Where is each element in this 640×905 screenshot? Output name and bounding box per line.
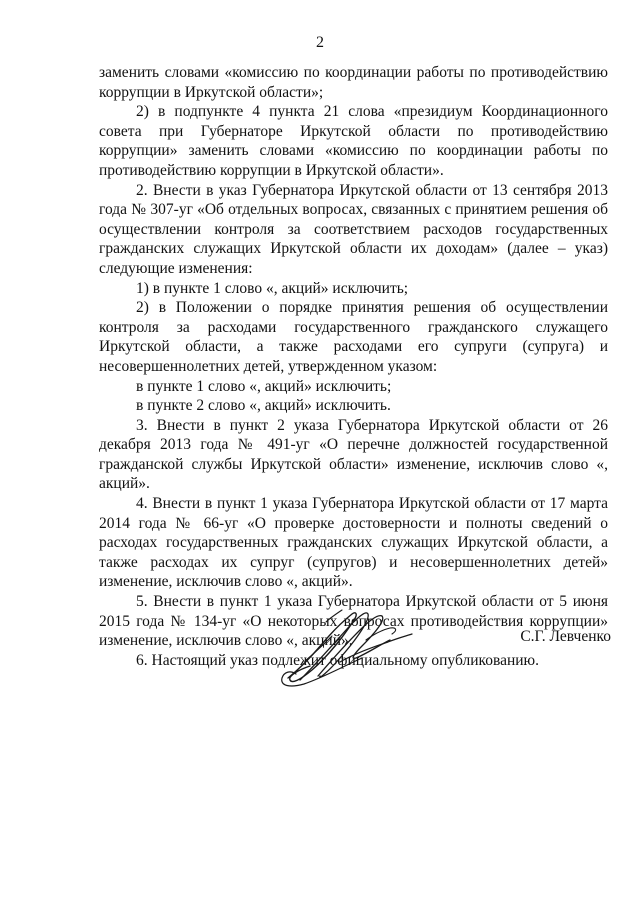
paragraph: 5. Внести в пункт 1 указа Губернатора Иркутской области от 5 июня 2015 года № 134-уг «О некоторых вопросах противодействия коррупции» изменение, исключив слово «, акций». xyxy=(99,593,608,650)
paragraph: 3. Внести в пункт 2 указа Губернатора Иркутской области от 26 декабря 2013 года № 491-уг «О перечне должностей государственной гражданской службы Иркутской области» изменение, исключив слово «, акций». xyxy=(99,416,608,493)
paragraph: в пункте 2 слово «, акций» исключить. xyxy=(136,397,391,415)
handwritten-signature-icon xyxy=(270,600,430,710)
paragraph: 6. Настоящий указ подлежит официальному опубликованию. xyxy=(136,651,540,669)
paragraph: заменить словами «комиссию по координации работы по противодействию коррупции в Иркутской области»; xyxy=(99,64,608,101)
paragraph: 1) в пункте 1 слово «, акций» исключить; xyxy=(136,279,409,297)
signature-area xyxy=(270,600,630,710)
page-number: 2 xyxy=(316,34,324,51)
paragraph: 2) в подпункте 4 пункта 21 слова «президиум Координационного совета при Губернаторе Иркутской области по противодействию коррупции» заменить словами «комиссию по координации работы по противодействию коррупции в Иркутской области». xyxy=(99,103,608,179)
paragraph: 4. Внести в пункт 1 указа Губернатора Иркутской области от 17 марта 2014 года № 66-уг «О проверке достоверности и полноты сведений о расходах государственных гражданских служащих Иркутской области, а также расходах их супруг (супругов) и несовершеннолетних детей» изменение, исключив слово «, акций». xyxy=(99,495,608,591)
signer-name: С.Г. Левченко xyxy=(520,628,611,645)
paragraph: в пункте 1 слово «, акций» исключить; xyxy=(136,377,392,395)
paragraph: 2. Внести в указ Губернатора Иркутской области от 13 сентября 2013 года № 307-уг «Об отдельных вопросах, связанных с принятием решения об осуществлении контроля за соответствием расходов государственных гражданских служащих Иркутской области их доходам» (далее – указ) следующие изменения: xyxy=(99,181,608,277)
document-body xyxy=(99,63,608,670)
paragraph: 2) в Положении о порядке принятия решения об осуществлении контроля за расходами государственного гражданского служащего Иркутской области, а также расходами его супруги (супруга) и несовершеннолетних детей, утвержденном указом: xyxy=(99,299,608,375)
